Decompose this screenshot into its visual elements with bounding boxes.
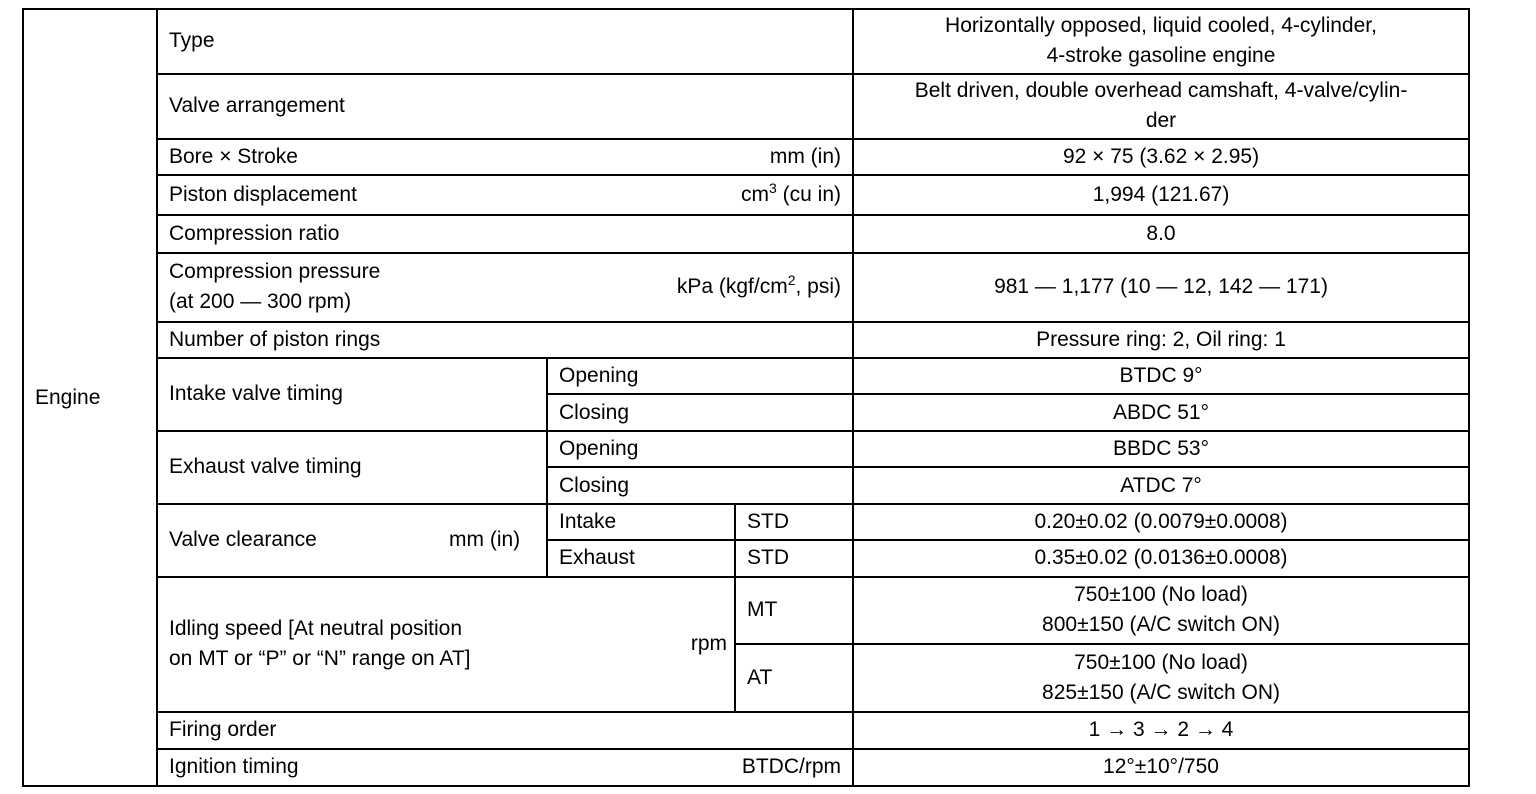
valve-clearance-label-text: Valve clearance [169,528,317,552]
row-compression-pressure [23,253,1469,322]
exhaust-opening-label-text: Opening [559,437,639,461]
compression-pressure-unit-prefix: kPa (kgf/cm [676,275,788,299]
exhaust-opening-value-text: BBDC 53° [1113,437,1209,461]
ignition-timing-label [157,749,853,786]
idling-mt-value [853,577,1469,645]
compression-pressure-label-line2: (at 200 — 300 rpm) [169,290,352,314]
row-bore-stroke [23,139,1469,175]
piston-displacement-unit-sup: 3 [769,180,777,197]
piston-displacement-value [853,175,1469,215]
compression-pressure-unit-suffix: , psi) [795,275,842,299]
row-type [23,9,1469,74]
piston-displacement-label-text: Piston displacement [169,183,357,207]
intake-opening-label [547,358,853,394]
valve-clearance-intake-label-text: Intake [559,509,617,533]
section-label: Engine [35,385,101,409]
piston-displacement-label [157,175,853,215]
bore-stroke-value-text: 92 × 75 (3.62 × 2.95) [1062,144,1260,168]
compression-ratio-value-text: 8.0 [1146,222,1176,246]
valve-clearance-label [157,504,547,577]
idling-speed-label-text [169,614,471,674]
idling-at-value-line1: 750±100 (No load) [1074,651,1248,675]
intake-opening-label-text: Opening [559,364,639,388]
engine-spec-table [22,8,1470,787]
valve-clearance-intake-std-text: STD [747,509,789,533]
exhaust-opening-value [853,431,1469,467]
valve-arrangement-label [157,74,853,139]
piston-rings-label-text: Number of piston rings [169,327,381,351]
firing-order-label-text: Firing order [169,718,277,742]
idling-at-label-text: AT [747,666,773,690]
idling-speed-label-line1: Idling speed [At neutral position [169,617,463,641]
row-ignition-timing [23,749,1469,786]
ignition-timing-value [853,749,1469,786]
valve-clearance-intake-value-text: 0.20±0.02 (0.0079±0.0008) [1034,509,1288,533]
valve-clearance-intake-label [547,504,735,540]
intake-opening-value-text: BTDC 9° [1119,364,1203,388]
idling-mt-value-line1: 750±100 (No load) [1074,583,1248,607]
valve-clearance-intake-std [735,504,853,540]
compression-pressure-value-text: 981 — 1,177 (10 — 12, 142 — 171) [994,275,1328,299]
section-engine [23,9,157,786]
piston-rings-label [157,322,853,358]
type-label-text: Type [169,29,215,53]
compression-ratio-label-text: Compression ratio [169,222,340,246]
valve-clearance-exhaust-label-text: Exhaust [559,546,635,570]
ignition-timing-label-text: Ignition timing [169,755,299,779]
type-value [853,9,1469,74]
valve-arrangement-value-line2: der [1145,109,1177,133]
intake-valve-timing-label-text: Intake valve timing [169,382,343,406]
exhaust-valve-timing-label [157,431,547,504]
row-piston-rings [23,322,1469,358]
compression-pressure-label [157,253,853,322]
compression-pressure-unit-sup: 2 [787,272,796,289]
idling-at-value-line2: 825±150 (A/C switch ON) [1042,681,1280,705]
row-idling-mt [23,577,1469,645]
piston-rings-value [853,322,1469,358]
row-compression-ratio [23,215,1469,252]
exhaust-closing-label [547,467,853,503]
compression-ratio-value [853,215,1469,252]
idling-at-value [853,644,1469,712]
intake-closing-value-text: ABDC 51° [1113,400,1209,424]
row-valve-arrangement [23,74,1469,139]
valve-clearance-exhaust-value-text: 0.35±0.02 (0.0136±0.0008) [1034,546,1288,570]
bore-stroke-value [853,139,1469,175]
valve-clearance-exhaust-std [735,540,853,576]
compression-pressure-unit [677,272,841,302]
intake-valve-timing-label [157,358,547,431]
idling-mt-value-line2: 800±150 (A/C switch ON) [1042,613,1280,637]
idling-mt-label-text: MT [747,598,778,622]
firing-order-value-text: 1 → 3 → 2 → 4 [1088,718,1234,742]
exhaust-closing-label-text: Closing [559,473,630,497]
idling-speed-label [157,577,735,713]
firing-order-value [853,712,1469,748]
row-exhaust-opening [23,431,1469,467]
valve-clearance-exhaust-value [853,540,1469,576]
firing-order-label [157,712,853,748]
idling-at-label [735,644,853,712]
piston-displacement-unit-suffix: (cu in) [776,183,842,207]
row-intake-opening [23,358,1469,394]
valve-arrangement-label-text: Valve arrangement [169,94,345,118]
valve-clearance-intake-value [853,504,1469,540]
idling-speed-unit: rpm [690,632,727,656]
valve-clearance-exhaust-std-text: STD [747,546,789,570]
type-value-line1: Horizontally opposed, liquid cooled, 4-cylinder, [945,14,1377,38]
piston-displacement-unit [741,180,841,210]
ignition-timing-value-text: 12°±10°/750 [1103,755,1219,779]
idling-mt-label [735,577,853,645]
compression-pressure-value [853,253,1469,322]
intake-closing-label-text: Closing [559,400,630,424]
type-value-line2: 4-stroke gasoline engine [1046,44,1276,68]
bore-stroke-label-text: Bore × Stroke [169,144,298,168]
compression-ratio-label [157,215,853,252]
compression-pressure-label-line1: Compression pressure [169,260,381,284]
row-piston-displacement [23,175,1469,215]
exhaust-valve-timing-label-text: Exhaust valve timing [169,455,362,479]
bore-stroke-unit: mm (in) [769,144,842,168]
piston-rings-value-text: Pressure ring: 2, Oil ring: 1 [1036,327,1286,351]
bore-stroke-label [157,139,853,175]
type-label [157,9,853,74]
row-firing-order [23,712,1469,748]
intake-closing-label [547,394,853,430]
valve-arrangement-value-line1: Belt driven, double overhead camshaft, 4-valve/cylin- [914,79,1408,103]
compression-pressure-label-text [169,257,380,317]
intake-opening-value [853,358,1469,394]
exhaust-opening-label [547,431,853,467]
piston-displacement-unit-prefix: cm [741,183,770,207]
row-valve-clearance-intake [23,504,1469,540]
idling-speed-label-line2: on MT or “P” or “N” range on AT] [169,647,471,671]
exhaust-closing-value-text: ATDC 7° [1120,473,1202,497]
ignition-timing-unit: BTDC/rpm [741,755,842,779]
exhaust-closing-value [853,467,1469,503]
valve-arrangement-value [853,74,1469,139]
intake-closing-value [853,394,1469,430]
piston-displacement-value-text: 1,994 (121.67) [1092,183,1230,207]
valve-clearance-exhaust-label [547,540,735,576]
valve-clearance-unit: mm (in) [449,528,521,552]
